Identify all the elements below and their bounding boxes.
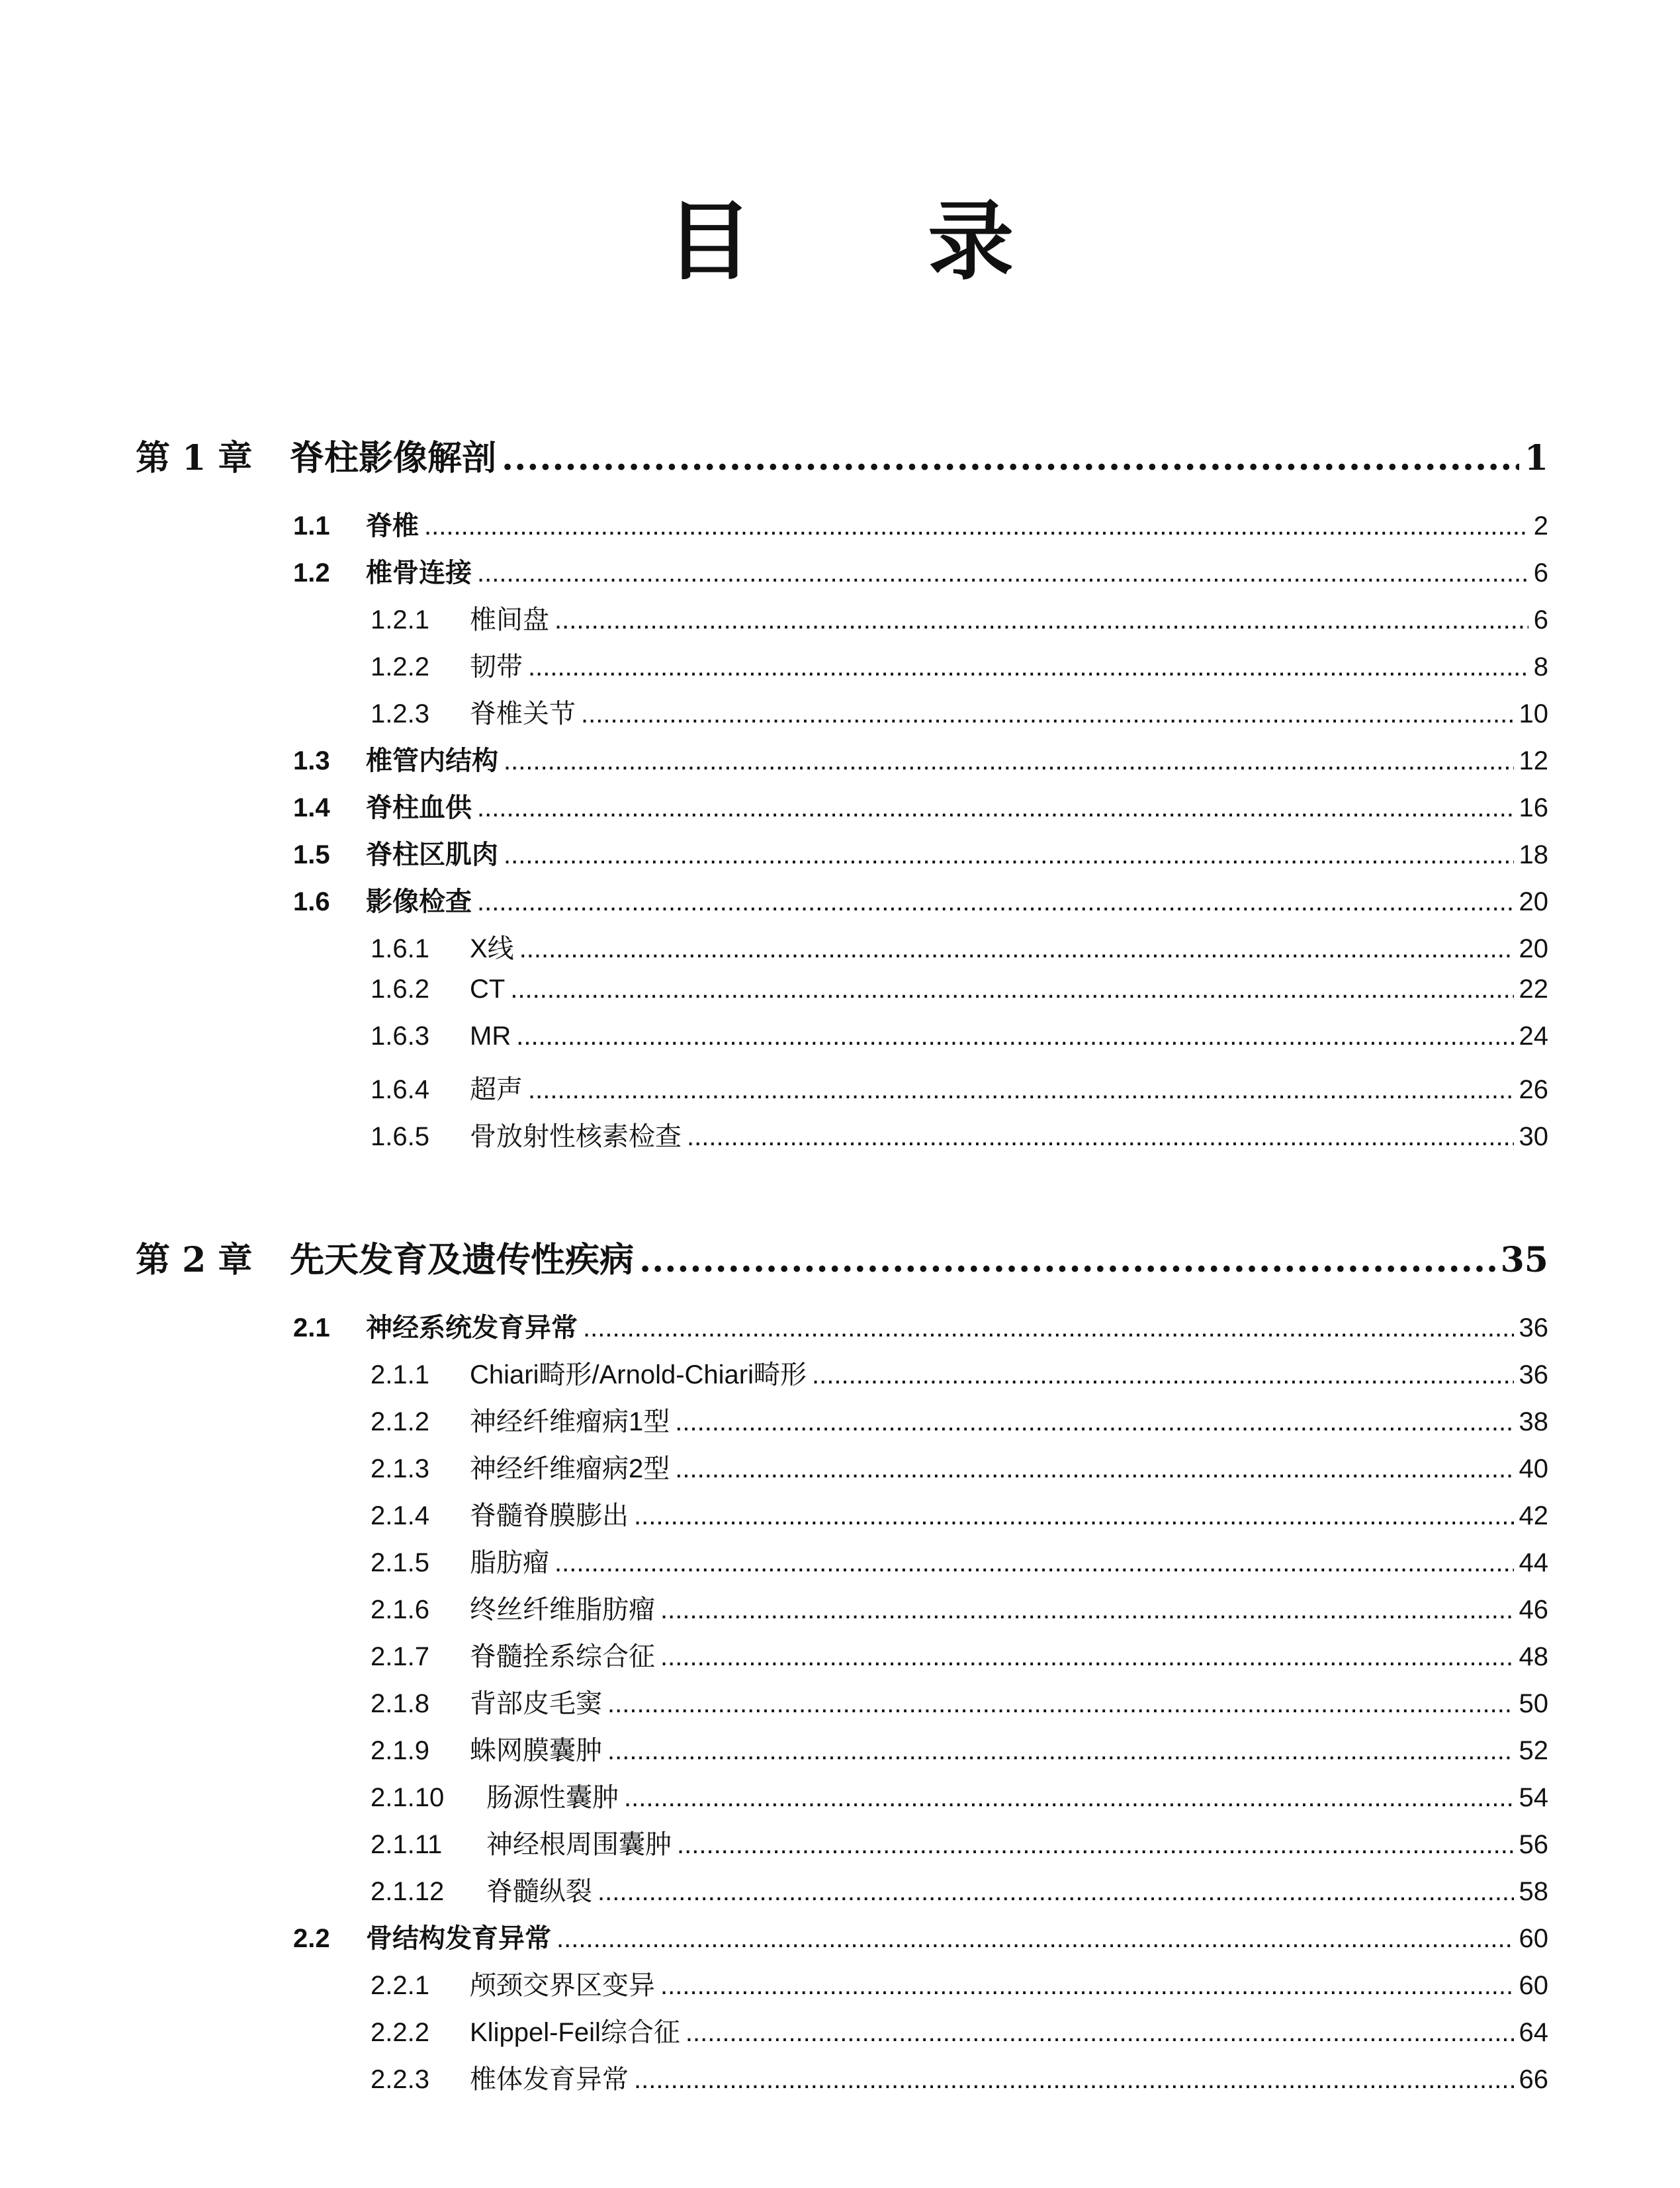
- toc-subsection-title: CT: [470, 975, 506, 1004]
- toc-subsection-page-number: 42: [1519, 1501, 1548, 1530]
- toc-subsection-number: 2.1.3: [371, 1454, 429, 1483]
- toc-subsection-number: 2.1.6: [371, 1595, 429, 1624]
- leader-dots: [528, 652, 1528, 682]
- leader-dots: [516, 1022, 1513, 1051]
- toc-section-title: 椎骨连接: [366, 558, 472, 588]
- toc-section[interactable]: [293, 1307, 1548, 1346]
- toc-subsection-title: 背部皮毛窦: [470, 1689, 602, 1718]
- toc-subsection-title: 超声: [470, 1075, 523, 1104]
- toc-section-number: 1.5: [293, 840, 330, 869]
- chapter-heading[interactable]: [136, 1232, 1548, 1278]
- leader-dots: [510, 975, 1513, 1004]
- chapter-heading-title: 脊柱影像解剖: [290, 438, 497, 476]
- leader-dots: [685, 2018, 1514, 2048]
- toc-subsection-number: 1.2.2: [371, 652, 429, 681]
- toc-subsection[interactable]: [371, 599, 1548, 638]
- toc-subsection[interactable]: [371, 1069, 1548, 1108]
- leader-dots: [634, 2065, 1514, 2095]
- toc-subsection[interactable]: [371, 1022, 1548, 1061]
- toc-section-number: 1.6: [293, 887, 330, 916]
- toc-subsection-page-number: 26: [1519, 1075, 1548, 1104]
- toc-subsection-number: 2.2.2: [371, 2018, 429, 2047]
- toc-subsection[interactable]: [371, 1964, 1548, 2004]
- toc-section-page-number: 36: [1519, 1313, 1548, 1342]
- toc-subsection[interactable]: [371, 646, 1548, 685]
- toc-subsection-page-number: 40: [1519, 1454, 1548, 1483]
- leader-dots: [639, 1240, 1495, 1278]
- toc-section-page-number: 16: [1519, 793, 1548, 822]
- toc-subsection-title: MR: [470, 1022, 511, 1051]
- toc-subsection-title: 椎体发育异常: [470, 2065, 629, 2094]
- leader-dots: [675, 1407, 1513, 1437]
- leader-dots: [660, 1642, 1514, 1672]
- toc-section-page-number: 6: [1533, 558, 1548, 588]
- toc-section-title: 脊椎: [366, 511, 419, 541]
- leader-dots: [634, 1501, 1514, 1531]
- toc-subsection-page-number: 60: [1519, 1971, 1548, 2000]
- toc-subsection-title: 韧带: [470, 652, 523, 681]
- toc-section[interactable]: [293, 787, 1548, 826]
- toc-subsection-page-number: 36: [1519, 1360, 1548, 1389]
- leader-dots: [554, 605, 1528, 635]
- toc-subsection-title: 脊髓纵裂: [486, 1877, 592, 1906]
- leader-dots: [660, 1971, 1514, 2001]
- toc-section-number: 2.1: [293, 1313, 330, 1342]
- toc-subsection-number: 1.2.3: [371, 699, 429, 728]
- toc-subsection[interactable]: [371, 1401, 1548, 1440]
- chapter-heading-number: 第 2 章: [136, 1240, 253, 1278]
- leader-dots: [687, 1122, 1514, 1152]
- toc-section[interactable]: [293, 552, 1548, 591]
- toc-subsection[interactable]: [371, 1448, 1548, 1487]
- toc-subsection-page-number: 52: [1519, 1736, 1548, 1765]
- toc-subsection[interactable]: [371, 1354, 1548, 1393]
- toc-subsection[interactable]: [371, 1870, 1548, 1910]
- leader-dots: [519, 934, 1514, 964]
- toc-section-page-number: 18: [1519, 840, 1548, 869]
- toc-subsection-page-number: 58: [1519, 1877, 1548, 1906]
- chapter-heading-page-number: 1: [1524, 438, 1548, 476]
- toc-section[interactable]: [293, 1917, 1548, 1957]
- leader-dots: [477, 887, 1514, 917]
- chapter-heading-page-number: 35: [1500, 1240, 1548, 1278]
- leader-dots: [583, 1313, 1514, 1343]
- toc-section-number: 1.4: [293, 793, 330, 822]
- toc-subsection-page-number: 6: [1533, 605, 1548, 635]
- toc-section-title: 脊柱区肌肉: [366, 840, 498, 869]
- toc-section-title: 椎管内结构: [366, 746, 498, 775]
- leader-dots: [675, 1454, 1513, 1484]
- leader-dots: [581, 699, 1514, 729]
- toc-subsection-title: 神经根周围囊肿: [486, 1830, 672, 1859]
- toc-subsection-title: 神经纤维瘤病1型: [470, 1407, 670, 1436]
- toc-subsection-number: 2.1.12: [371, 1877, 445, 1906]
- toc-subsection[interactable]: [371, 2058, 1548, 2098]
- toc-section-page-number: 60: [1519, 1924, 1548, 1953]
- toc-subsection-number: 2.2.3: [371, 2065, 429, 2094]
- toc-subsection-number: 2.1.7: [371, 1642, 429, 1671]
- toc-subsection-title: 神经纤维瘤病2型: [470, 1454, 670, 1483]
- toc-subsection-title: 肠源性囊肿: [486, 1783, 619, 1812]
- leader-dots: [624, 1783, 1514, 1813]
- toc-subsection-title: 椎间盘: [470, 605, 549, 635]
- toc-subsection-page-number: 54: [1519, 1783, 1548, 1812]
- toc-section-title: 神经系统发育异常: [366, 1313, 578, 1342]
- leader-dots: [502, 438, 1519, 476]
- toc-subsection-title: X线: [470, 934, 514, 963]
- leader-dots: [554, 1548, 1514, 1578]
- toc-subsection-number: 2.1.11: [371, 1830, 443, 1859]
- toc-subsection-number: 2.1.4: [371, 1501, 429, 1530]
- toc-subsection[interactable]: [371, 1776, 1548, 1816]
- toc-section-number: 2.2: [293, 1924, 330, 1953]
- toc-subsection-page-number: 56: [1519, 1830, 1548, 1859]
- toc-section[interactable]: [293, 740, 1548, 779]
- toc-subsection[interactable]: [371, 1636, 1548, 1675]
- toc-subsection-page-number: 66: [1519, 2065, 1548, 2094]
- toc-subsection-title: Chiari畸形/Arnold-Chiari畸形: [470, 1360, 807, 1389]
- leader-dots: [812, 1360, 1513, 1390]
- toc-section[interactable]: [293, 881, 1548, 920]
- toc-subsection-page-number: 22: [1519, 975, 1548, 1004]
- toc-subsection-number: 2.1.9: [371, 1736, 429, 1765]
- toc-subsection[interactable]: [371, 928, 1548, 967]
- toc-section-number: 1.2: [293, 558, 330, 588]
- toc-subsection[interactable]: [371, 1823, 1548, 1863]
- toc-subsection-number: 1.6.1: [371, 934, 429, 963]
- toc-subsection-page-number: 38: [1519, 1407, 1548, 1436]
- toc-subsection-page-number: 50: [1519, 1689, 1548, 1718]
- toc-subsection-number: 1.2.1: [371, 605, 429, 635]
- toc-subsection-number: 1.6.2: [371, 975, 429, 1004]
- leader-dots: [477, 558, 1528, 588]
- toc-section-page-number: 20: [1519, 887, 1548, 916]
- toc-subsection-page-number: 44: [1519, 1548, 1548, 1577]
- leader-dots: [677, 1830, 1514, 1860]
- leader-dots: [597, 1877, 1514, 1907]
- toc-subsection-number: 2.1.5: [371, 1548, 429, 1577]
- toc-subsection[interactable]: [371, 1495, 1548, 1534]
- leader-dots: [607, 1689, 1514, 1719]
- toc-subsection-title: 脊髓脊膜膨出: [470, 1501, 629, 1530]
- toc-section-title: 影像检查: [366, 887, 472, 916]
- toc-subsection[interactable]: [371, 2011, 1548, 2051]
- toc-subsection[interactable]: [371, 1589, 1548, 1628]
- leader-dots: [424, 511, 1528, 541]
- toc-subsection-number: 2.2.1: [371, 1971, 429, 2000]
- leader-dots: [528, 1075, 1514, 1105]
- toc-section[interactable]: [293, 505, 1548, 545]
- toc-subsection-title: 脂肪瘤: [470, 1548, 549, 1577]
- toc-subsection-title: 终丝纤维脂肪瘤: [470, 1595, 655, 1624]
- toc-section-page-number: 2: [1533, 511, 1548, 541]
- toc-subsection-title: 颅颈交界区变异: [470, 1971, 655, 2000]
- toc-subsection-number: 2.1.10: [371, 1783, 445, 1812]
- page-title: 目 录: [666, 191, 1087, 292]
- toc-subsection-page-number: 8: [1533, 652, 1548, 681]
- toc-subsection-title: 骨放射性核素检查: [470, 1122, 682, 1151]
- toc-subsection-page-number: 24: [1519, 1022, 1548, 1051]
- toc-subsection-number: 2.1.2: [371, 1407, 429, 1436]
- chapter-heading-title: 先天发育及遗传性疾病: [290, 1240, 635, 1278]
- leader-dots: [504, 840, 1514, 870]
- toc-subsection[interactable]: [371, 1729, 1548, 1769]
- toc-subsection-number: 1.6.3: [371, 1022, 429, 1051]
- toc-subsection[interactable]: [371, 1116, 1548, 1155]
- toc-subsection-page-number: 10: [1519, 699, 1548, 728]
- toc-subsection[interactable]: [371, 693, 1548, 732]
- leader-dots: [607, 1736, 1514, 1766]
- toc-subsection-page-number: 30: [1519, 1122, 1548, 1151]
- chapter-heading[interactable]: [136, 430, 1548, 476]
- toc-subsection-number: 1.6.5: [371, 1122, 429, 1151]
- leader-dots: [504, 746, 1514, 776]
- toc-subsection-number: 2.1.8: [371, 1689, 429, 1718]
- toc-subsection-page-number: 64: [1519, 2018, 1548, 2047]
- chapter-heading-number: 第 1 章: [136, 438, 253, 476]
- toc-subsection[interactable]: [371, 1542, 1548, 1581]
- leader-dots: [477, 793, 1514, 823]
- toc-subsection-number: 2.1.1: [371, 1360, 429, 1389]
- toc-subsection-title: 脊髓拴系综合征: [470, 1642, 655, 1671]
- toc-section-title: 骨结构发育异常: [366, 1924, 551, 1953]
- toc-section[interactable]: [293, 834, 1548, 873]
- leader-dots: [660, 1595, 1514, 1625]
- toc-subsection-page-number: 46: [1519, 1595, 1548, 1624]
- toc-subsection-title: 蛛网膜囊肿: [470, 1736, 602, 1765]
- toc-section-number: 1.3: [293, 746, 330, 775]
- toc-subsection-number: 1.6.4: [371, 1075, 429, 1104]
- toc-section-title: 脊柱血供: [366, 793, 472, 822]
- toc-section-page-number: 12: [1519, 746, 1548, 775]
- toc-subsection-title: 脊椎关节: [470, 699, 576, 728]
- toc-section-number: 1.1: [293, 511, 330, 541]
- toc-subsection-title: Klippel-Feil综合征: [470, 2018, 680, 2047]
- leader-dots: [556, 1924, 1514, 1954]
- toc-subsection[interactable]: [371, 1683, 1548, 1722]
- toc-subsection-page-number: 48: [1519, 1642, 1548, 1671]
- toc-subsection-page-number: 20: [1519, 934, 1548, 963]
- toc-subsection[interactable]: [371, 975, 1548, 1014]
